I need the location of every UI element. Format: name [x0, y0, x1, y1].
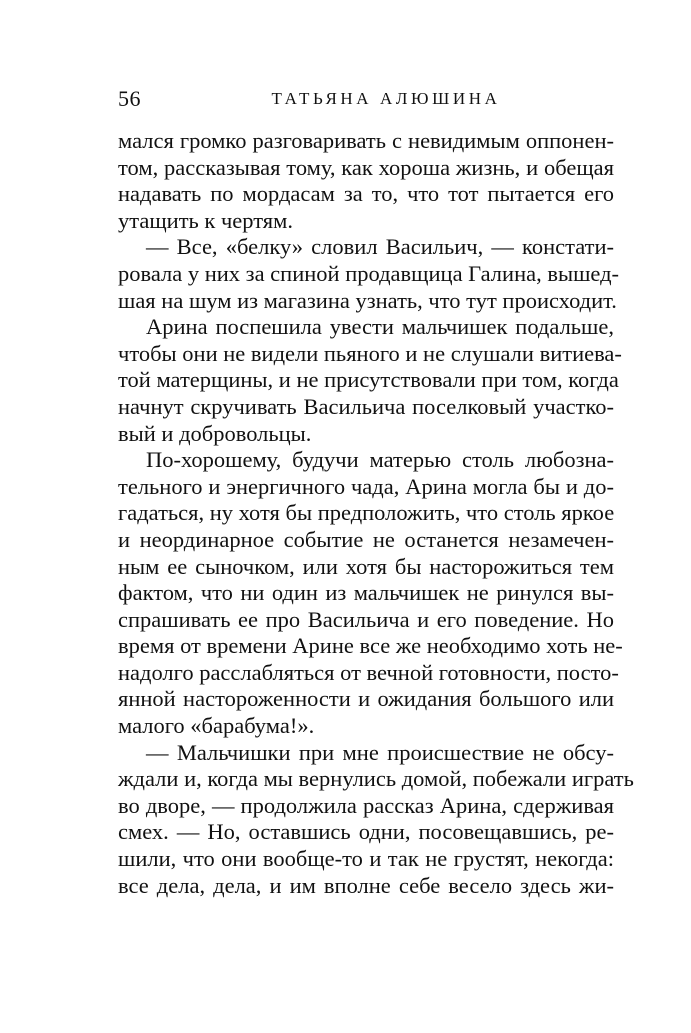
- text-line: том, рассказывая тому, как хороша жизнь, и обещая: [118, 154, 614, 180]
- text-line: надавать по мордасам за то, что тот пытается его: [118, 181, 614, 207]
- text-line: время от времени Арине все же необходимо хоть не-: [118, 633, 623, 659]
- text-line: той матерщины, и не присутствовали при том, когда: [118, 367, 619, 393]
- text-line: ровала у них за спиной продавщица Галина, вышед-: [118, 260, 620, 286]
- text-line: тельного и энергичного чада, Арина могла бы и до-: [118, 473, 614, 499]
- text-line: смех. — Но, оставшись одни, посовещавшись, ре-: [118, 819, 614, 845]
- text-line: По-хорошему, будучи матерью столь любозна-: [146, 447, 614, 473]
- text-line: фактом, что ни один из мальчишек не ринулся вы-: [118, 580, 614, 606]
- text-line: малого «барабума!».: [118, 713, 315, 739]
- page-number: 56: [118, 86, 141, 111]
- text-line: гадаться, ну хотя бы предположить, что столь яркое: [118, 500, 615, 526]
- text-line: шая на шум из магазина узнать, что тут происходит.: [118, 287, 617, 313]
- text-line: мался громко разговаривать с невидимым оппонен-: [118, 128, 614, 153]
- text-line: — Мальчишки при мне происшествие не обсу-: [146, 739, 614, 765]
- text-line: и неординарное событие не останется незамечен-: [118, 526, 614, 552]
- text-line: все дела, дела, и им вполне себе весело здесь жи-: [118, 872, 614, 898]
- text-line: ждали и, когда мы вернулись домой, побежали играть: [118, 766, 634, 792]
- text-line: спрашивать ее про Васильича и его поведение. Но: [118, 606, 614, 632]
- text-line: ным ее сыночком, или хотя бы насторожиться тем: [118, 553, 614, 579]
- running-header: [118, 86, 614, 112]
- text-line: — Все, «белку» словил Васильич, — констати-: [146, 234, 614, 260]
- text-body: [118, 128, 634, 899]
- text-line: чтобы они не видели пьяного и не слушали витиева-: [118, 340, 622, 366]
- text-line: во дворе, — продолжила рассказ Арина, сдерживая: [118, 792, 614, 818]
- author-name: ТАТЬЯНА АЛЮШИНА: [271, 89, 501, 108]
- text-line: начнут скручивать Васильича поселковый участко-: [118, 393, 614, 419]
- text-line: надолго расслабляться от вечной готовности, посто-: [118, 659, 619, 685]
- text-line: утащить к чертям.: [118, 207, 293, 233]
- text-line: вый и добровольцы.: [118, 420, 312, 446]
- text-line: Арина поспешила увести мальчишек подальше,: [146, 314, 614, 340]
- text-line: шили, что они вообще-то и так не грустят, некогда:: [118, 846, 614, 872]
- text-line: янной настороженности и ожидания большого или: [118, 686, 614, 712]
